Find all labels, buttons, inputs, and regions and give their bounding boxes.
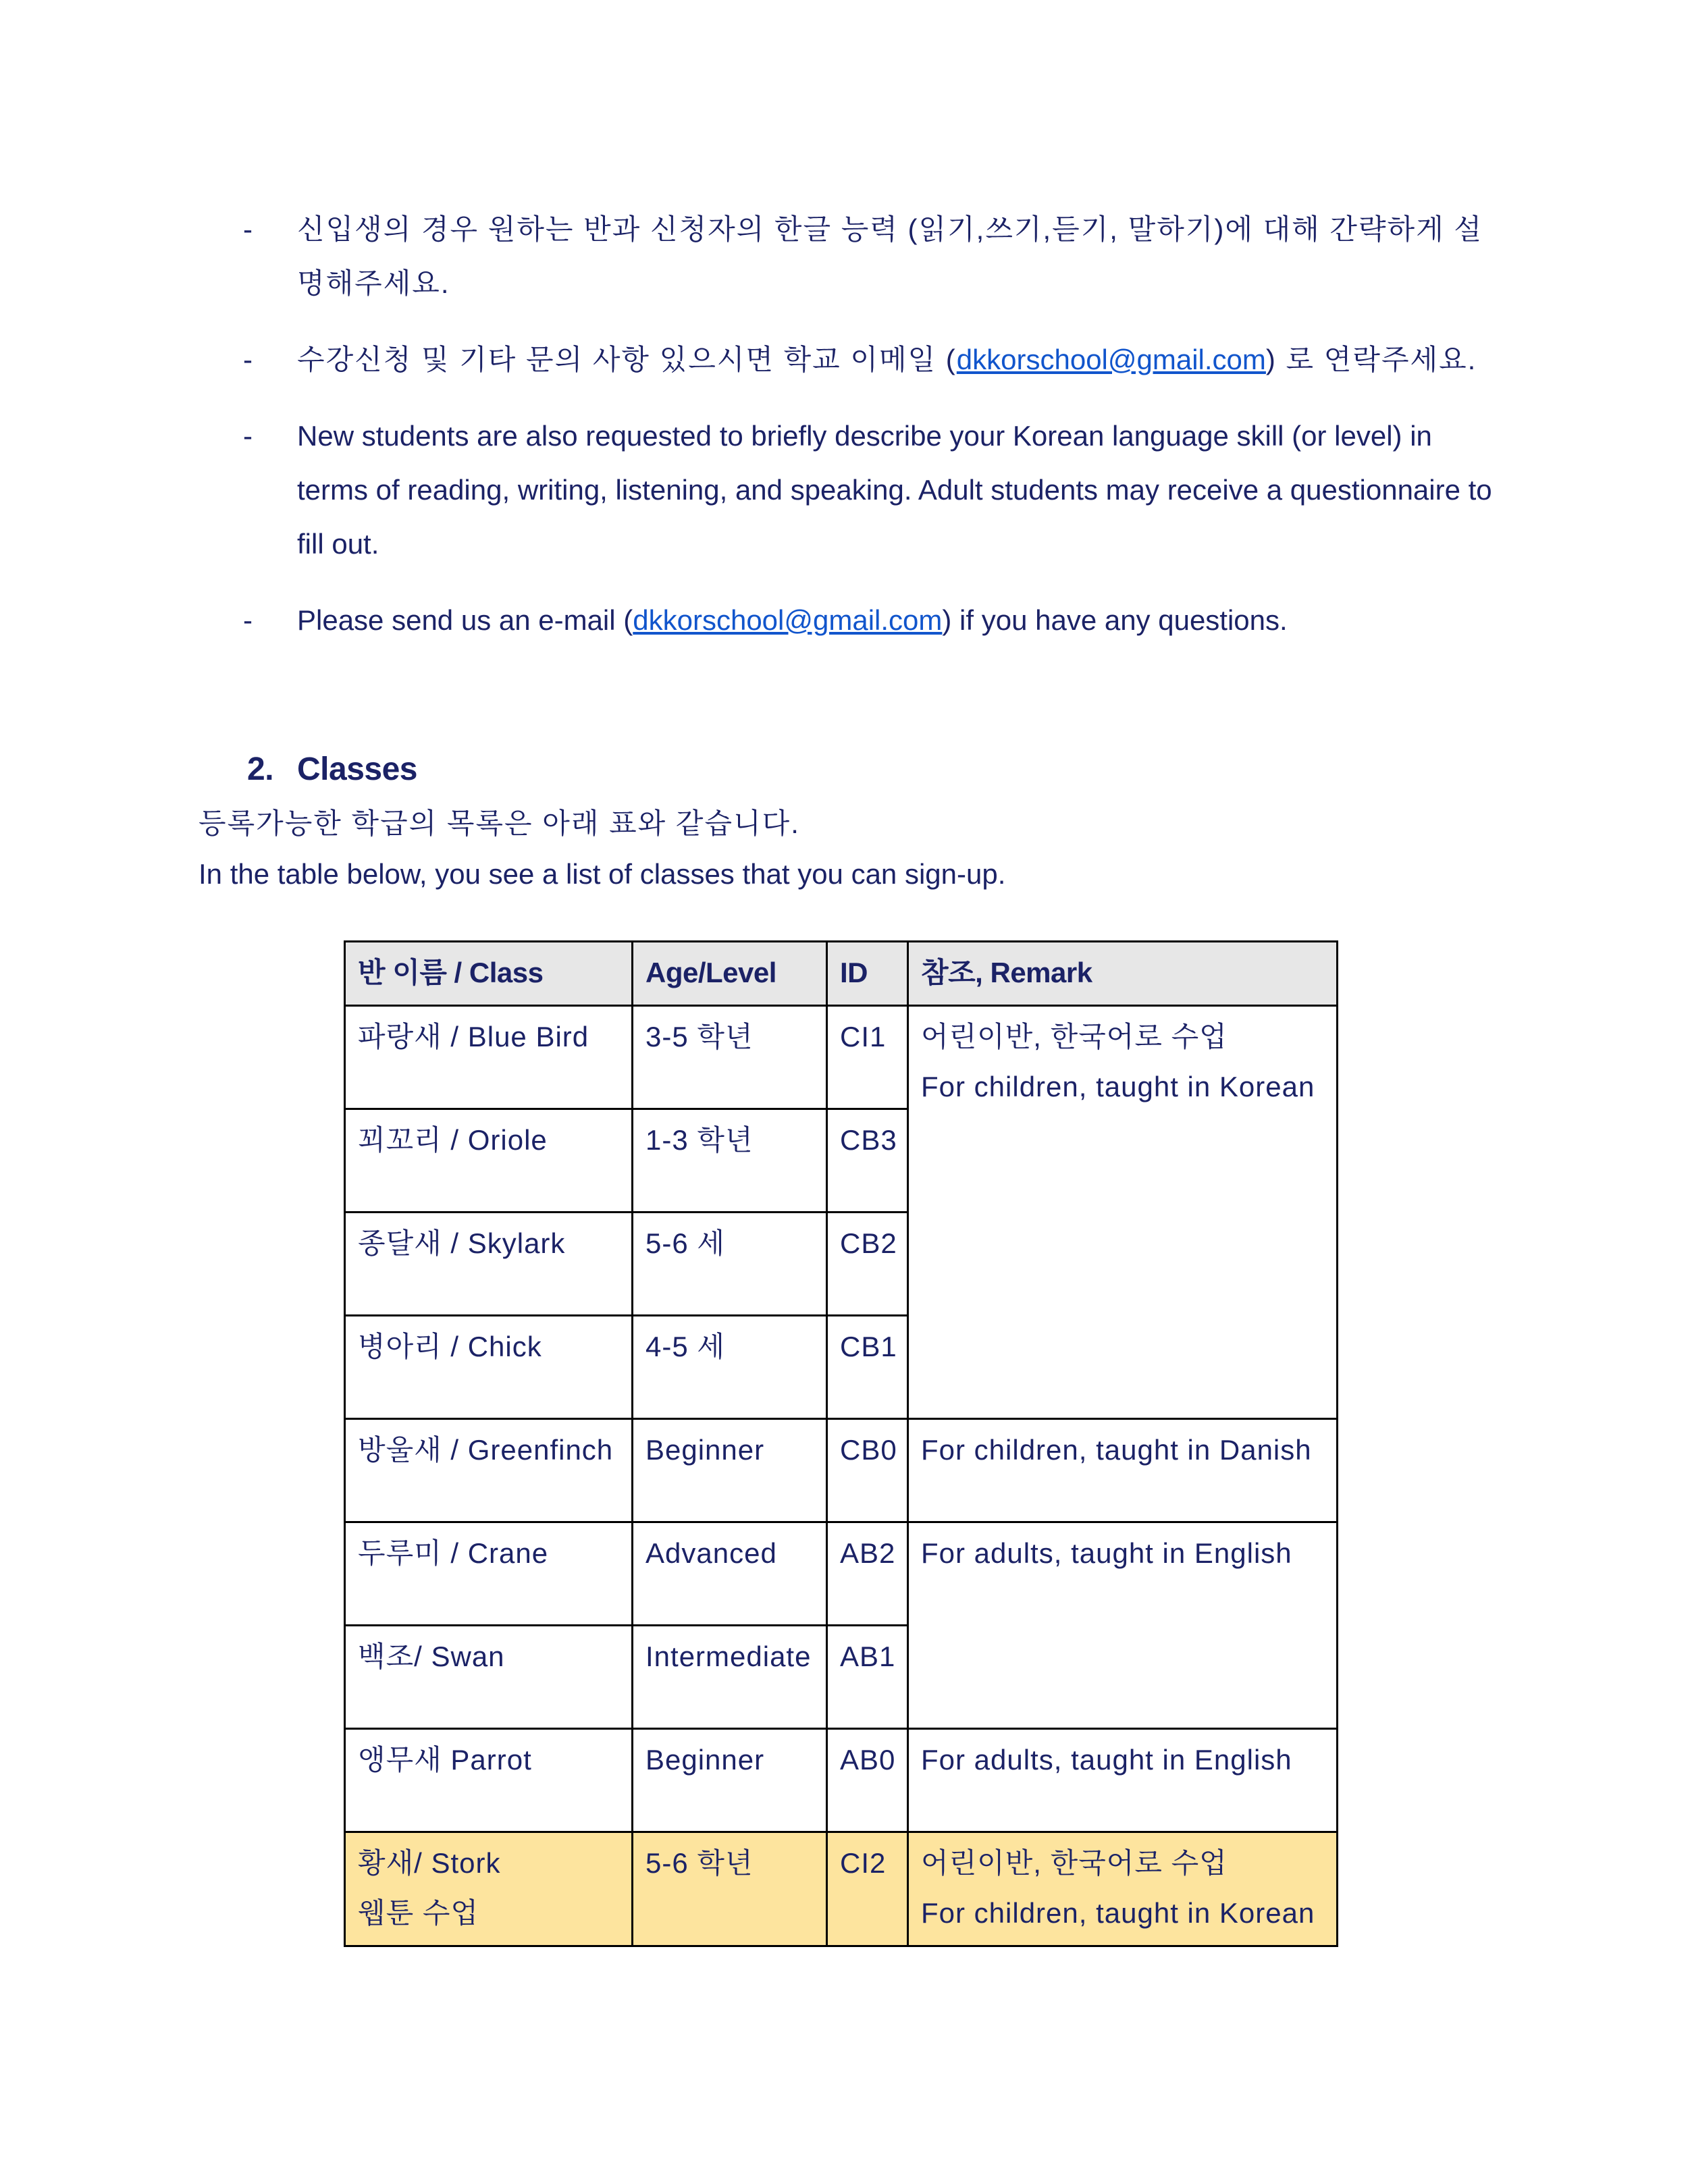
id-cell xyxy=(827,1729,908,1832)
class-cell-text: 방울새 / Greenfinch xyxy=(358,1434,614,1466)
list-item xyxy=(243,333,1499,387)
section-intro-english: In the table below, you see a list of classes that you can sign-up. xyxy=(199,858,1006,890)
class-cell xyxy=(345,1316,633,1419)
id-cell-text: CB1 xyxy=(840,1331,897,1362)
list-item xyxy=(243,593,1499,647)
email-link[interactable]: dkkorschool@gmail.com xyxy=(633,604,943,636)
class-cell xyxy=(345,1419,633,1522)
level-cell xyxy=(633,1109,827,1213)
bullet-dash: - xyxy=(243,213,253,245)
id-cell xyxy=(827,1626,908,1729)
bullet-dash: - xyxy=(243,604,253,636)
id-cell xyxy=(827,1522,908,1626)
id-cell-text: CB2 xyxy=(840,1227,897,1259)
id-cell xyxy=(827,1109,908,1213)
level-cell xyxy=(633,1213,827,1316)
remark-line: 어린이반, 한국어로 수업 xyxy=(921,1847,1228,1879)
bullet-text: ) 로 연락주세요. xyxy=(1265,344,1477,375)
classes-table xyxy=(344,940,1338,1947)
remark-cell xyxy=(908,1419,1338,1522)
id-cell-text: AB1 xyxy=(840,1641,896,1672)
class-cell-text: 꾀꼬리 / Oriole xyxy=(358,1124,548,1156)
remark-line: For adults, taught in English xyxy=(921,1744,1292,1776)
class-cell-text: 종달새 / Skylark xyxy=(358,1227,566,1259)
level-cell xyxy=(633,1522,827,1626)
class-cell-text: 두루미 / Crane xyxy=(358,1537,549,1569)
class-cell-text: 병아리 / Chick xyxy=(358,1331,542,1362)
id-cell-text: CB0 xyxy=(840,1434,897,1466)
level-cell-text: 3-5 학년 xyxy=(645,1021,754,1053)
level-cell xyxy=(633,1626,827,1729)
id-cell-text: AB0 xyxy=(840,1744,896,1776)
class-cell xyxy=(345,1832,633,1946)
table-header-row xyxy=(345,942,1338,1006)
table-row xyxy=(345,1832,1338,1946)
id-cell xyxy=(827,1419,908,1522)
section-intro-korean: 등록가능한 학급의 목록은 아래 표와 같습니다. xyxy=(199,807,800,839)
class-cell-text: 앵무새 Parrot xyxy=(358,1744,532,1776)
id-cell xyxy=(827,1832,908,1946)
remark-cell xyxy=(908,1522,1338,1729)
id-cell-text: CI1 xyxy=(840,1021,887,1053)
id-cell xyxy=(827,1213,908,1316)
id-cell xyxy=(827,1006,908,1109)
bullet-text: 수강신청 및 기타 문의 사항 있으시면 학교 이메일 ( xyxy=(297,344,957,375)
level-cell-text: Intermediate xyxy=(645,1641,812,1672)
class-cell-text: 백조/ Swan xyxy=(358,1641,505,1672)
header-age-level: Age/Level xyxy=(633,942,827,1006)
class-cell-text: 황새/ Stork xyxy=(358,1847,501,1879)
remark-line: For children, taught in Korean xyxy=(921,1897,1315,1929)
level-cell-text: 5-6 세 xyxy=(645,1227,725,1259)
level-cell xyxy=(633,1832,827,1946)
email-link[interactable]: dkkorschool@gmail.com xyxy=(956,344,1266,375)
list-item xyxy=(243,409,1499,571)
notes-list xyxy=(243,203,1499,670)
bullet-text: Please send us an e-mail ( xyxy=(297,604,633,636)
remark-line: For adults, taught in English xyxy=(921,1537,1292,1569)
class-cell xyxy=(345,1213,633,1316)
section-title: Classes xyxy=(297,751,417,787)
level-cell xyxy=(633,1419,827,1522)
header-id: ID xyxy=(827,942,908,1006)
bullet-text: ) if you have any questions. xyxy=(942,604,1288,636)
class-cell xyxy=(345,1626,633,1729)
level-cell-text: 1-3 학년 xyxy=(645,1124,754,1156)
level-cell xyxy=(633,1006,827,1109)
level-cell-text: Advanced xyxy=(645,1537,777,1569)
remark-cell xyxy=(908,1006,1338,1419)
id-cell-text: CI2 xyxy=(840,1847,887,1879)
class-cell xyxy=(345,1522,633,1626)
class-cell-text: 파랑새 / Blue Bird xyxy=(358,1021,589,1053)
remark-line: For children, taught in Danish xyxy=(921,1434,1312,1466)
table-row xyxy=(345,1729,1338,1832)
level-cell-text: 5-6 학년 xyxy=(645,1847,754,1879)
class-cell xyxy=(345,1729,633,1832)
remark-cell xyxy=(908,1832,1338,1946)
list-item xyxy=(243,203,1499,311)
header-class: 반 이름 / Class xyxy=(345,942,633,1006)
table-row xyxy=(345,1522,1338,1626)
id-cell-text: AB2 xyxy=(840,1537,896,1569)
bullet-text: New students are also requested to briefly describe your Korean language skill (or level) in terms of reading, writing, listening, and speaking. Adult students may receive a questionnaire to fill out. xyxy=(297,420,1492,560)
level-cell-text: Beginner xyxy=(645,1744,765,1776)
section-heading xyxy=(247,743,417,797)
level-cell-text: Beginner xyxy=(645,1434,765,1466)
id-cell xyxy=(827,1316,908,1419)
bullet-dash: - xyxy=(243,344,253,375)
level-cell xyxy=(633,1729,827,1832)
remark-line: For children, taught in Korean xyxy=(921,1071,1315,1102)
remark-line: 어린이반, 한국어로 수업 xyxy=(921,1021,1228,1053)
class-cell xyxy=(345,1109,633,1213)
section-number: 2. xyxy=(247,751,274,787)
id-cell-text: CB3 xyxy=(840,1124,897,1156)
level-cell xyxy=(633,1316,827,1419)
remark-cell xyxy=(908,1729,1338,1832)
class-note: 웹툰 수업 xyxy=(358,1897,479,1929)
header-remark: 참조, Remark xyxy=(908,942,1338,1006)
table-row xyxy=(345,1006,1338,1109)
class-cell xyxy=(345,1006,633,1109)
bullet-dash: - xyxy=(243,420,253,452)
level-cell-text: 4-5 세 xyxy=(645,1331,725,1362)
table-row xyxy=(345,1419,1338,1522)
bullet-text: 신입생의 경우 원하는 반과 신청자의 한글 능력 (읽기,쓰기,듣기, 말하기)에 대해 간략하게 설명해주세요. xyxy=(297,213,1483,299)
